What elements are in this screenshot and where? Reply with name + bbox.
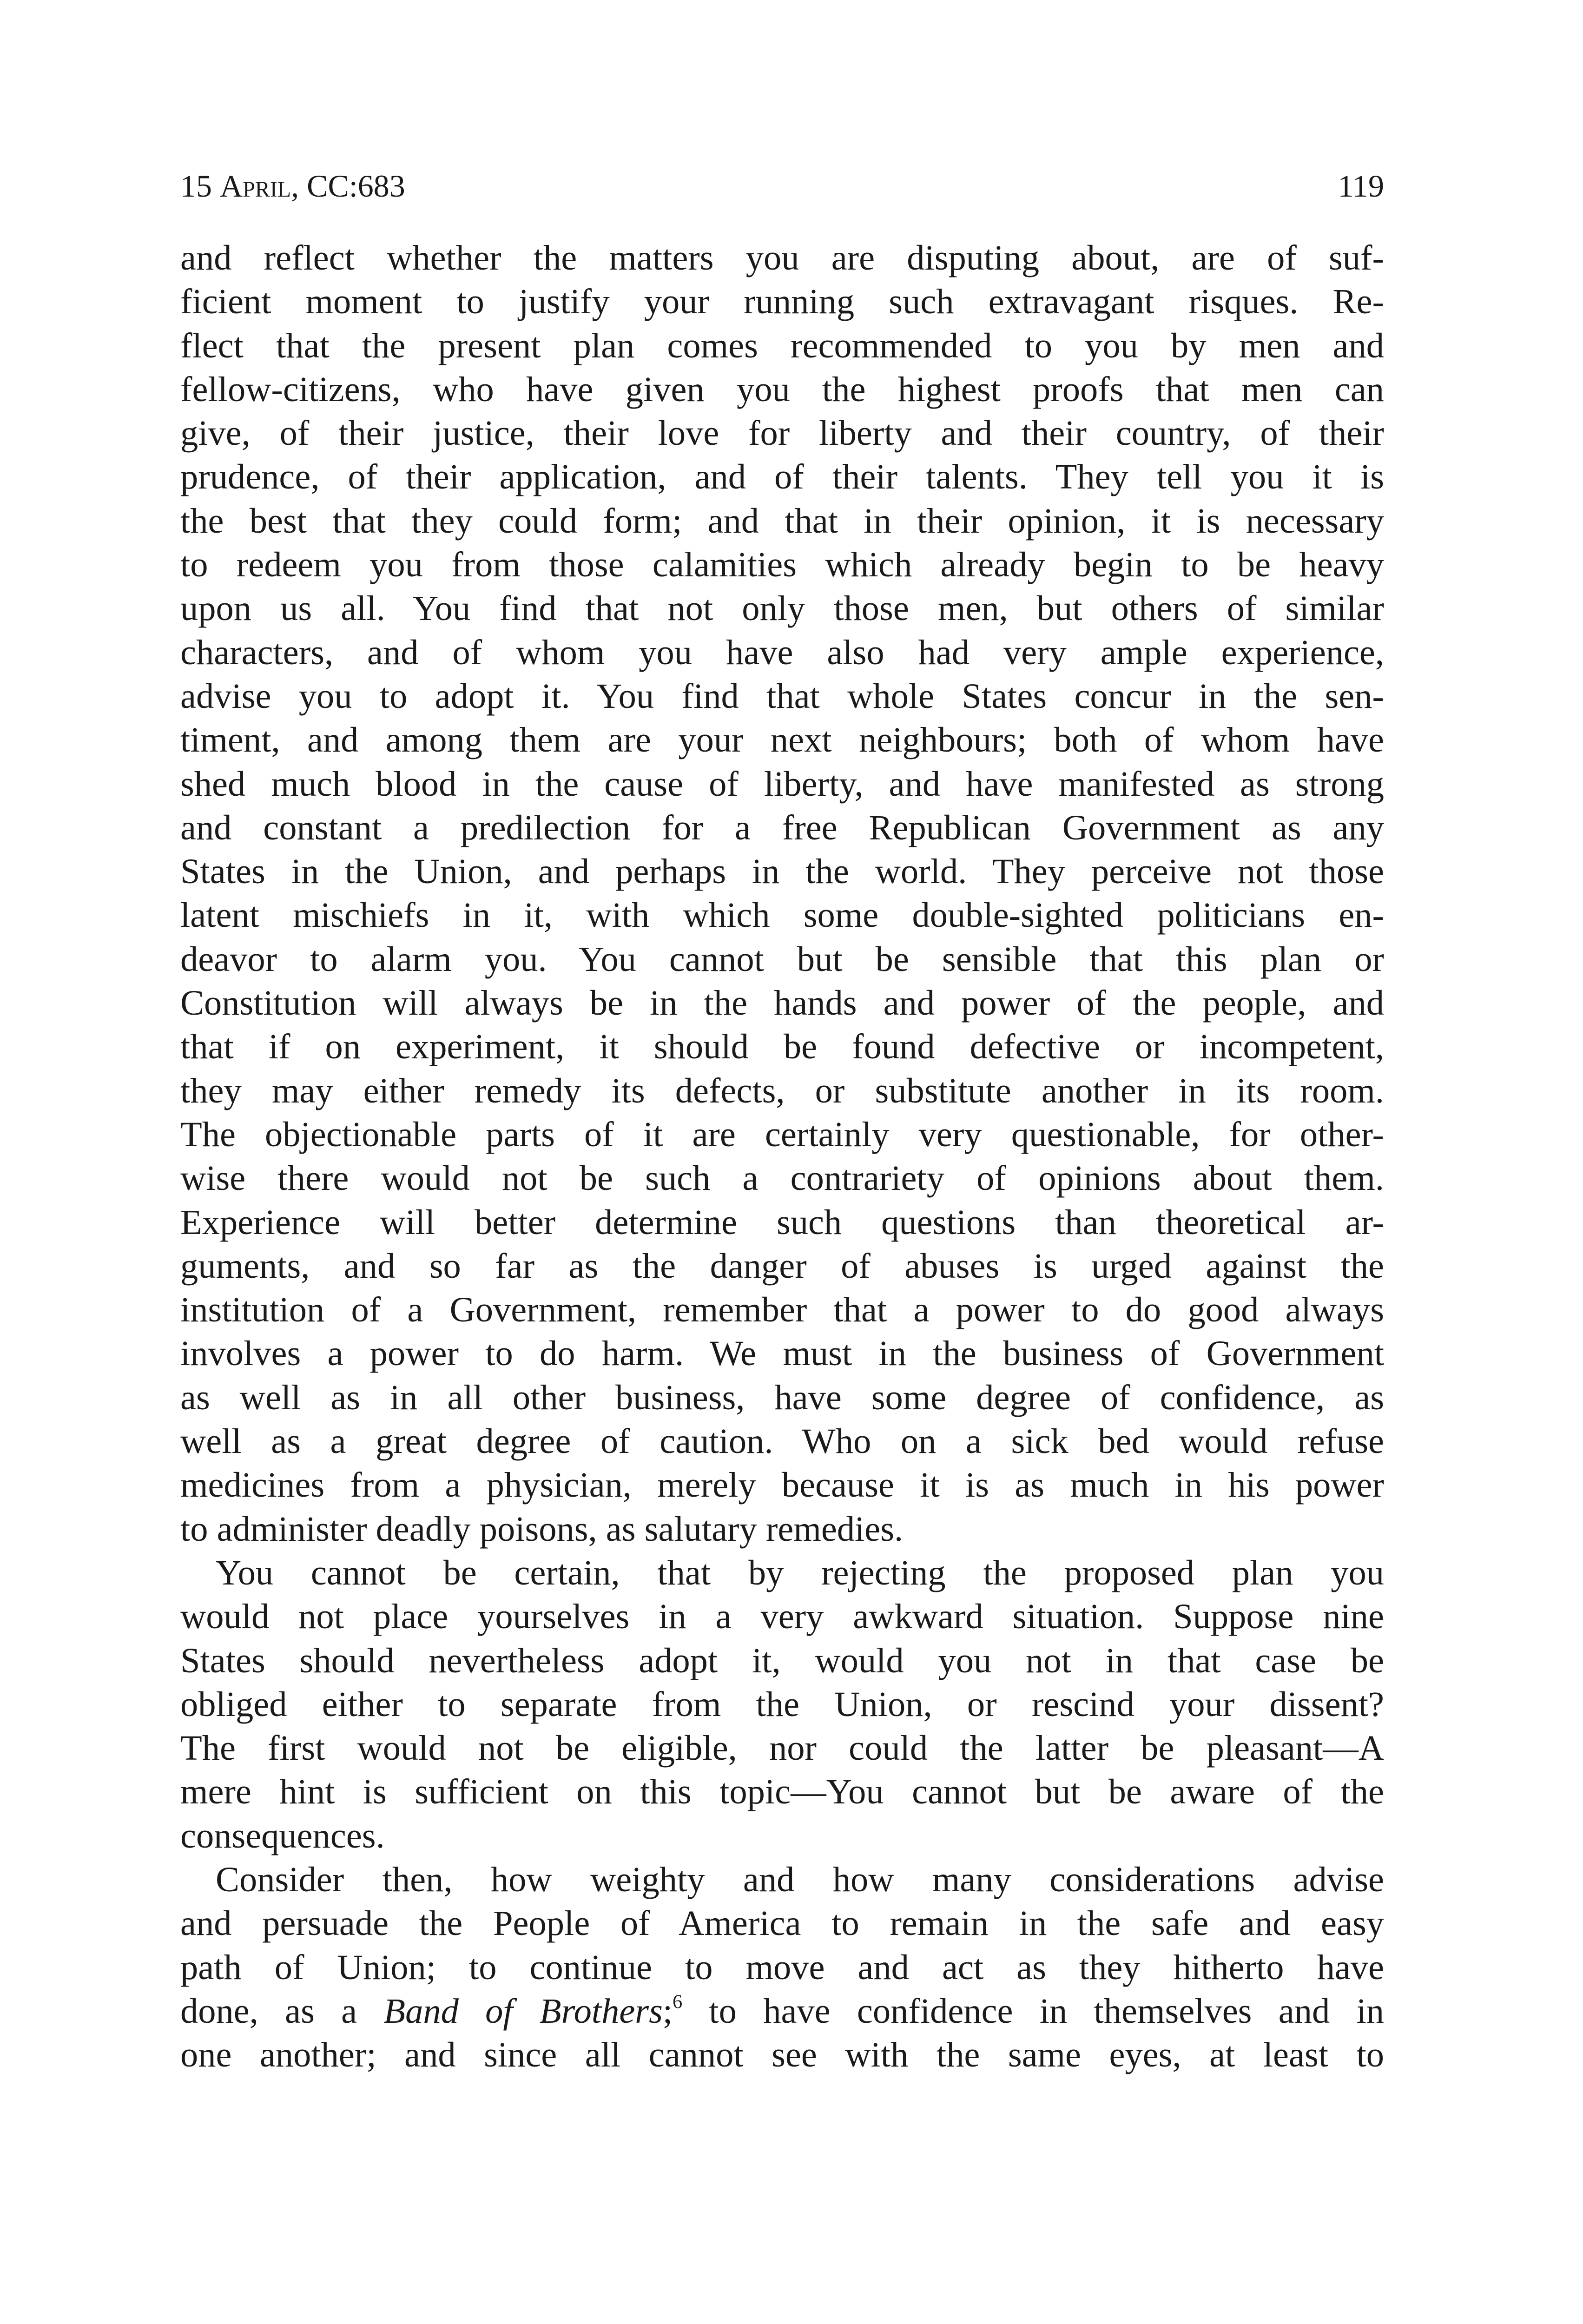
text-line: You cannot be certain, that by rejecting the proposed plan you [216,1552,1384,1592]
text-line: flect that the present plan comes recommended to you by men and [180,325,1384,365]
text-line: as well as in all other business, have some degree of confidence, as [180,1377,1384,1417]
running-head-document-number: , CC:683 [291,168,405,204]
text-line: wise there would not be such a contrariety of opinions about them. [180,1158,1384,1198]
italic-title: Band of Brothers [383,1991,663,2031]
text-line: give, of their justice, their love for liberty and their country, of their [180,413,1384,453]
text-line: fellow-citizens, who have given you the highest proofs that men can [180,369,1384,409]
text-line: The first would not be eligible, nor could the latter be pleasant—A [180,1728,1384,1768]
text-line: well as a great degree of caution. Who on a sick bed would refuse [180,1421,1384,1461]
text-line: and reflect whether the matters you are disputing about, are of suf- [180,238,1384,277]
text-run: done, as a [180,1991,384,2031]
text-line: Experience will better determine such questions than theoretical ar- [180,1202,1384,1242]
text-line: characters, and of whom you have also had very ample experience, [180,632,1384,672]
paragraph-1 [180,236,1384,1551]
text-line: and persuade the People of America to remain in the safe and easy [180,1903,1384,1943]
text-line: shed much blood in the cause of liberty, and have manifested as strong [180,764,1384,804]
text-line: Consider then, how weighty and how many considerations advise [216,1859,1384,1899]
text-line: upon us all. You find that not only those men, but others of similar [180,588,1384,628]
page-number: 119 [1338,168,1384,204]
text-line: timent, and among them are your next neighbours; both of whom have [180,720,1384,760]
running-head [180,165,1384,207]
text-line: deavor to alarm you. You cannot but be sensible that this plan or [180,939,1384,979]
text-line: involves a power to do harm. We must in the business of Government [180,1334,1384,1373]
text-run: to have confidence in themselves and in [682,1991,1384,2031]
running-head-day: 15 [180,168,220,204]
paragraph-2 [180,1551,1384,1858]
text-line: one another; and since all cannot see with the same eyes, at least to [180,2035,1384,2075]
text-line: States in the Union, and perhaps in the world. They perceive not those [180,852,1384,891]
text-line: would not place yourselves in a very awkward situation. Suppose nine [180,1597,1384,1637]
text-line: path of Union; to continue to move and act as they hitherto have [180,1947,1384,1987]
paragraph-3 [180,1858,1384,2077]
text-line: The objectionable parts of it are certainly very questionable, for other- [180,1114,1384,1154]
text-line: advise you to adopt it. You find that whole States concur in the sen- [180,676,1384,716]
running-head-month: April [220,168,291,204]
text-line: to redeem you from those calamities which already begin to be heavy [180,545,1384,585]
text-run: ; [662,1991,673,2031]
text-line: latent mischiefs in it, with which some double-sighted politicians en- [180,895,1384,935]
text-line: they may either remedy its defects, or substitute another in its room. [180,1070,1384,1110]
text-line-with-footnote [180,1989,1384,2033]
text-line: ficient moment to justify your running such extravagant risques. Re- [180,282,1384,322]
text-line: States should nevertheless adopt it, would you not in that case be [180,1640,1384,1680]
body-text [180,236,1384,2077]
running-head-date-reference [180,165,405,207]
text-line: institution of a Government, remember that a power to do good always [180,1290,1384,1330]
text-line: medicines from a physician, merely because it is as much in his power [180,1465,1384,1505]
text-line: mere hint is sufficient on this topic—You cannot but be aware of the [180,1772,1384,1812]
text-line: Constitution will always be in the hands and power of the people, and [180,983,1384,1023]
text-line: prudence, of their application, and of their talents. They tell you it is [180,457,1384,497]
text-line: obliged either to separate from the Union, or rescind your dissent? [180,1684,1384,1724]
text-line: and constant a predilection for a free Republican Government as any [180,807,1384,847]
text-line: the best that they could form; and that in their opinion, it is necessary [180,501,1384,541]
text-line: guments, and so far as the danger of abuses is urged against the [180,1246,1384,1286]
footnote-marker[interactable]: 6 [673,1991,683,2013]
text-line: consequences. [180,1816,385,1855]
text-line: that if on experiment, it should be found defective or incompetent, [180,1027,1384,1067]
text-line: to administer deadly poisons, as salutary remedies. [180,1509,904,1549]
